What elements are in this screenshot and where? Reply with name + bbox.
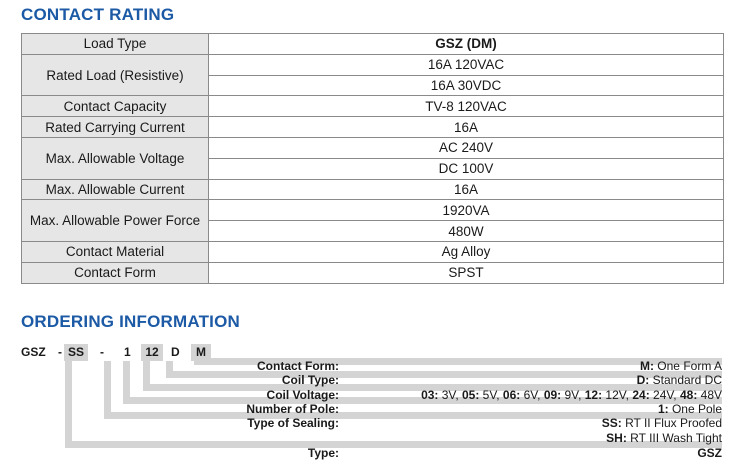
- table-row: [22, 200, 724, 221]
- coil-voltage-options: [421, 388, 722, 402]
- code-separator: -: [100, 345, 104, 359]
- code-voltage: 12: [141, 344, 163, 361]
- contact-form-label: Contact Form: [22, 262, 209, 283]
- contact-form-ord-label: Contact Form:: [257, 359, 339, 373]
- table-row: [22, 34, 724, 55]
- coil-type-option: [637, 373, 722, 387]
- type-connector: [65, 361, 72, 448]
- option-code: 1:: [657, 402, 669, 416]
- table-row: [22, 137, 724, 158]
- ordering-info-title: ORDERING INFORMATION: [21, 312, 241, 331]
- contact-capacity-value: TV-8 120VAC: [209, 96, 724, 117]
- type-option: [697, 446, 722, 460]
- type-label: Type:: [307, 446, 339, 460]
- code-separator: -: [58, 345, 62, 359]
- option-text: 3V,: [438, 388, 462, 402]
- option-text: One Pole: [668, 402, 722, 416]
- contact-form-option: [640, 359, 722, 373]
- code-pole: 1: [124, 345, 131, 359]
- rated-load-label: Rated Load (Resistive): [22, 54, 209, 96]
- table-row: [22, 179, 724, 200]
- sealing-option-ss: [602, 416, 722, 430]
- number-of-pole-label: Number of Pole:: [246, 402, 339, 416]
- option-code: 05:: [461, 388, 480, 402]
- option-code: 48:: [679, 388, 698, 402]
- option-code: 12:: [584, 388, 603, 402]
- max-current-label: Max. Allowable Current: [22, 179, 209, 200]
- code-type: GSZ: [21, 345, 46, 359]
- option-code: 03:: [421, 388, 439, 402]
- option-code: D:: [636, 373, 650, 387]
- option-code: M:: [639, 359, 654, 373]
- table-row: [22, 54, 724, 75]
- carrying-current-label: Rated Carrying Current: [22, 117, 209, 138]
- code-coil: D: [171, 345, 180, 359]
- table-row: [22, 241, 724, 262]
- option-text: Standard DC: [649, 373, 722, 387]
- sealing-connector: [104, 361, 111, 419]
- option-text: One Form A: [653, 359, 722, 373]
- table-row: [22, 96, 724, 117]
- max-power-label: Max. Allowable Power Force: [22, 200, 209, 242]
- contact-rating-title: CONTACT RATING: [21, 5, 175, 24]
- coil-type-label: Coil Type:: [281, 373, 339, 387]
- option-text: RT II Flux Proofed: [621, 416, 722, 430]
- rated-load-value-1: 16A 120VAC: [209, 54, 724, 75]
- table-row: [22, 262, 724, 283]
- option-code: 09:: [543, 388, 562, 402]
- max-voltage-value-2: DC 100V: [209, 158, 724, 179]
- model-header: GSZ (DM): [209, 34, 724, 55]
- option-text: 6V,: [520, 388, 544, 402]
- max-power-value-2: 480W: [209, 221, 724, 242]
- contact-material-label: Contact Material: [22, 241, 209, 262]
- option-code: SS:: [601, 416, 622, 430]
- option-code: 06:: [502, 388, 521, 402]
- contact-capacity-label: Contact Capacity: [22, 96, 209, 117]
- option-code: SH:: [606, 431, 627, 445]
- max-voltage-label: Max. Allowable Voltage: [22, 137, 209, 179]
- carrying-current-value: 16A: [209, 117, 724, 138]
- max-power-value-1: 1920VA: [209, 200, 724, 221]
- option-text: 48V: [697, 388, 722, 402]
- option-text: 12V,: [602, 388, 633, 402]
- contact-material-value: Ag Alloy: [209, 241, 724, 262]
- max-current-value: 16A: [209, 179, 724, 200]
- pole-option: [658, 402, 722, 416]
- option-text: 24V,: [649, 388, 680, 402]
- coil-voltage-label: Coil Voltage:: [266, 388, 339, 402]
- option-code: 24:: [632, 388, 650, 402]
- option-text: 5V,: [479, 388, 503, 402]
- code-form: M: [191, 344, 211, 361]
- rated-load-value-2: 16A 30VDC: [209, 75, 724, 96]
- option-text: 9V,: [561, 388, 585, 402]
- code-sealing: SS: [64, 344, 88, 361]
- load-type-header: Load Type: [22, 34, 209, 55]
- type-value: GSZ: [697, 446, 722, 460]
- type-of-sealing-label: Type of Sealing:: [247, 416, 339, 430]
- contact-rating-table: [21, 33, 724, 284]
- max-voltage-value-1: AC 240V: [209, 137, 724, 158]
- option-text: RT III Wash Tight: [626, 431, 722, 445]
- sealing-option-sh: [606, 431, 722, 445]
- table-row: [22, 117, 724, 138]
- contact-form-value: SPST: [209, 262, 724, 283]
